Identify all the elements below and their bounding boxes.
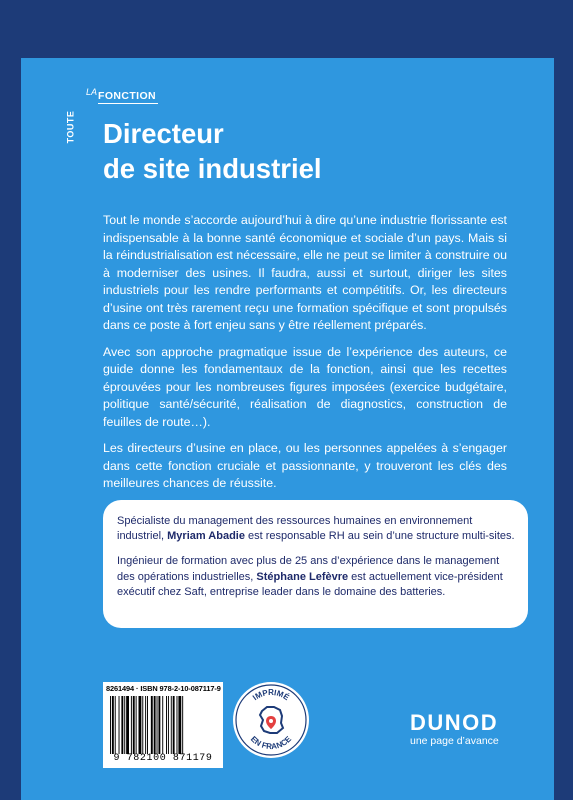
title-line-1: Directeur [103, 118, 224, 149]
title-line-2: de site industriel [103, 153, 322, 184]
seal-top-text: IMPRIMÉ [250, 688, 291, 703]
book-title [103, 116, 503, 186]
series-name: FONCTION [98, 90, 157, 102]
author-name: Myriam Abadie [167, 530, 245, 543]
summary-paragraph: Les directeurs d’usine en place, ou les personnes appelées à s’engager dans cette fonction cruciale et passionnante, y trouveront les clés des meilleures chances de réussite. [103, 441, 507, 490]
series-rule [98, 103, 158, 104]
barcode [103, 682, 223, 768]
author-name: Stéphane Lefèvre [256, 570, 349, 583]
isbn-text: 8261494 · ISBN 978-2-10-087117-9 [106, 684, 221, 693]
author-bio [117, 514, 517, 544]
author-bio-intro: Spécialiste du management des ressources humaines en environnement industriel, [117, 515, 473, 543]
publisher-name: DUNOD [410, 710, 499, 735]
author-bio-role: est actuellement vice-président exécutif chez Saft, entreprise leader dans le domaine des batteries. [117, 570, 503, 598]
author-bio-intro: Ingénieur de formation avec plus de 25 ans d’expérience dans le management des opérations industrielles, [117, 555, 500, 583]
barcode-digits: 9 782100 871179 [113, 753, 213, 764]
summary-paragraph: Tout le monde s’accorde aujourd’hui à dire qu’une industrie florissante est indispensable à la bonne santé économique et sociale d’un pays. Mais si la réindustrialisation est nécessaire, elle ne peut se limiter à construire ou à moderniser des usines. Il faudra, aussi et surtout, diriger les sites industriels pour les rendre performants et compétitifs. Or, les directeurs d’usine ont très rarement reçu une formation spécifique et sont propulsés dans ce poste à fort enjeu sans y être réellement préparés. [103, 213, 507, 332]
seal-bottom-text: EN FRANCE [248, 734, 294, 752]
publisher-logo [410, 712, 520, 748]
summary [103, 212, 507, 502]
printed-in-france-seal [231, 680, 311, 760]
author-bio [117, 554, 517, 600]
series-prefix: TOUTE [65, 110, 76, 144]
publisher-tagline: une page d’avance [410, 735, 499, 747]
authors-box [103, 500, 528, 628]
series-article: LA [86, 87, 98, 97]
barcode-bars [106, 696, 220, 754]
author-bio-role: est responsable RH au sein d’une structure multi-sites. [244, 530, 515, 543]
summary-paragraph: Avec son approche pragmatique issue de l’expérience des auteurs, ce guide donne les fondamentaux de la fonction, ainsi que les recettes éprouvées pour les nombreuses figures imposées (exercice budgétaire, politique santé/sécurité, réalisation de diagnostics, construction de feuilles de route…). [103, 344, 507, 429]
